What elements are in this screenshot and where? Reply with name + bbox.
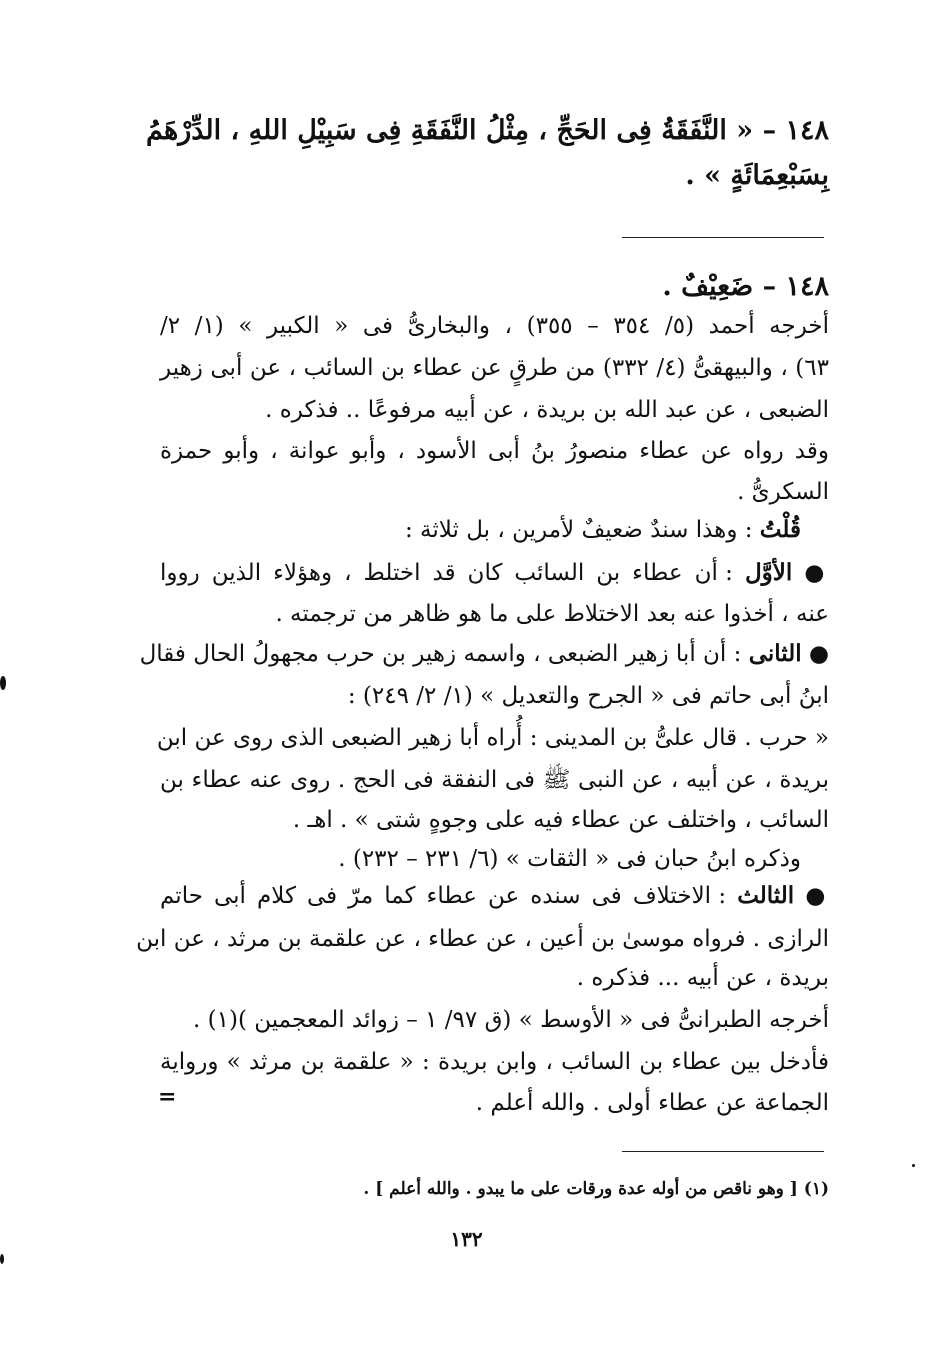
p1-line-3: الضبعى ، عن عبد الله بن بريدة ، عن أبيه مرفوعًا .. فذكره .: [265, 397, 829, 423]
grade-word: ضَعِيْفٌ .: [662, 271, 754, 302]
p2-line-1: وقد رواه عن عطاء منصورُ بنُ أبى الأسود ، وأبو عوانة ، وأبو حمزة: [160, 438, 829, 464]
p3-line-1: [405, 514, 801, 546]
p4-text: : أن عطاء بن السائب كان قد اختلط ، وهؤلاء الذين رووا: [160, 560, 733, 586]
page-number: ١٣٢: [450, 1227, 483, 1251]
p4-lead: الأوَّل: [744, 559, 793, 586]
p5-line-1: [139, 638, 829, 670]
p8-line-3: بريدة ، عن أبيه ... فذكره .: [576, 965, 829, 991]
grade-heading: [662, 268, 829, 306]
p6-line-2: بريدة ، عن أبيه ، عن النبى ﷺ فى النفقة فى الحج . روى عنه عطاء بن: [160, 767, 829, 793]
footnote: (١) [ وهو ناقص من أوله عدة ورقات على ما يبدو . والله أعلم ] .: [363, 1179, 829, 1199]
bullet-icon: ●: [805, 882, 829, 909]
p8-line-2: الرازى . فرواه موسىٰ بن أعين ، عن عطاء ، عن علقمة بن مرثد ، عن ابن: [136, 926, 829, 952]
p6-line-1: « حرب . قال علىُّ بن المدينى : أُراه أبا زهير الضبعى الذى روى عن ابن: [156, 725, 829, 751]
p8-text: : الاختلاف فى سنده عن عطاء كما مرّ فى كلام أبى حاتم: [160, 883, 727, 909]
p3-text: : وهذا سندٌ ضعيفٌ لأمرين ، بل ثلاثة :: [405, 517, 753, 543]
p10-line-2: الجماعة عن عطاء أولى . والله أعلم .: [475, 1090, 829, 1116]
p4-line-1: [160, 557, 829, 589]
bullet-icon: ●: [808, 640, 829, 667]
p10-line-1: فأدخل بين عطاء بن السائب ، وابن بريدة : « علقمة بن مرثد » ورواية: [160, 1049, 829, 1075]
p4-line-2: عنه ، أخذوا عنه بعد الاختلاط على ما هو ظاهر من ترجمته .: [275, 601, 829, 627]
p7-line-1: وذكره ابنُ حبان فى « الثقات » (٦/ ٢٣١ – ٢٣٢) .: [338, 846, 801, 872]
p2-line-2: السكرىُّ .: [737, 479, 829, 505]
p3-lead: قُلْتُ: [759, 516, 801, 543]
p8-lead: الثالث: [737, 882, 795, 909]
scan-mark: [0, 1254, 4, 1264]
bullet-icon: ●: [804, 559, 830, 586]
p5-line-2: ابنُ أبى حاتم فى « الجرح والتعديل » (١/ ٢/ ٢٤٩) :: [347, 683, 829, 709]
grade-number: ١٤٨ –: [762, 271, 829, 302]
hadith-line-1: ١٤٨ – « النَّفَقَةُ فِى الحَجِّ ، مِثْلُ النَّفَقَةِ فِى سَبِيْلِ اللهِ ، الدِّرْهَمُ: [146, 115, 829, 146]
p5-lead: الثانى: [748, 640, 802, 667]
scan-mark: [0, 676, 6, 690]
p8-line-1: [160, 880, 829, 912]
scan-mark: [912, 1164, 915, 1167]
p5-text: : أن أبا زهير الضبعى ، واسمه زهير بن حرب مجهولُ الحال فقال: [139, 641, 742, 667]
p1-line-2: ٦٣) ، والبيهقىُّ (٤/ ٣٣٢) من طرقٍ عن عطاء بن السائب ، عن أبى زهير: [160, 355, 830, 381]
continuation-mark: =: [158, 1084, 177, 1110]
p1-line-1: أخرجه أحمد (٥/ ٣٥٤ – ٣٥٥) ، والبخارىُّ فى « الكبير » (١/ ٢/: [160, 313, 830, 339]
footnote-divider: [622, 1151, 824, 1152]
p6-line-3: السائب ، واختلف عن عطاء فيه على وجوهٍ شتى » . اهـ .: [292, 807, 829, 833]
p9-line-1: أخرجه الطبرانىُّ فى « الأوسط » (ق ٩٧/ ١ – زوائد المعجمين )(١) .: [193, 1007, 829, 1033]
hadith-line-2: بِسَبْعِمَائَةٍ » .: [685, 160, 829, 191]
section-divider: [622, 237, 824, 238]
